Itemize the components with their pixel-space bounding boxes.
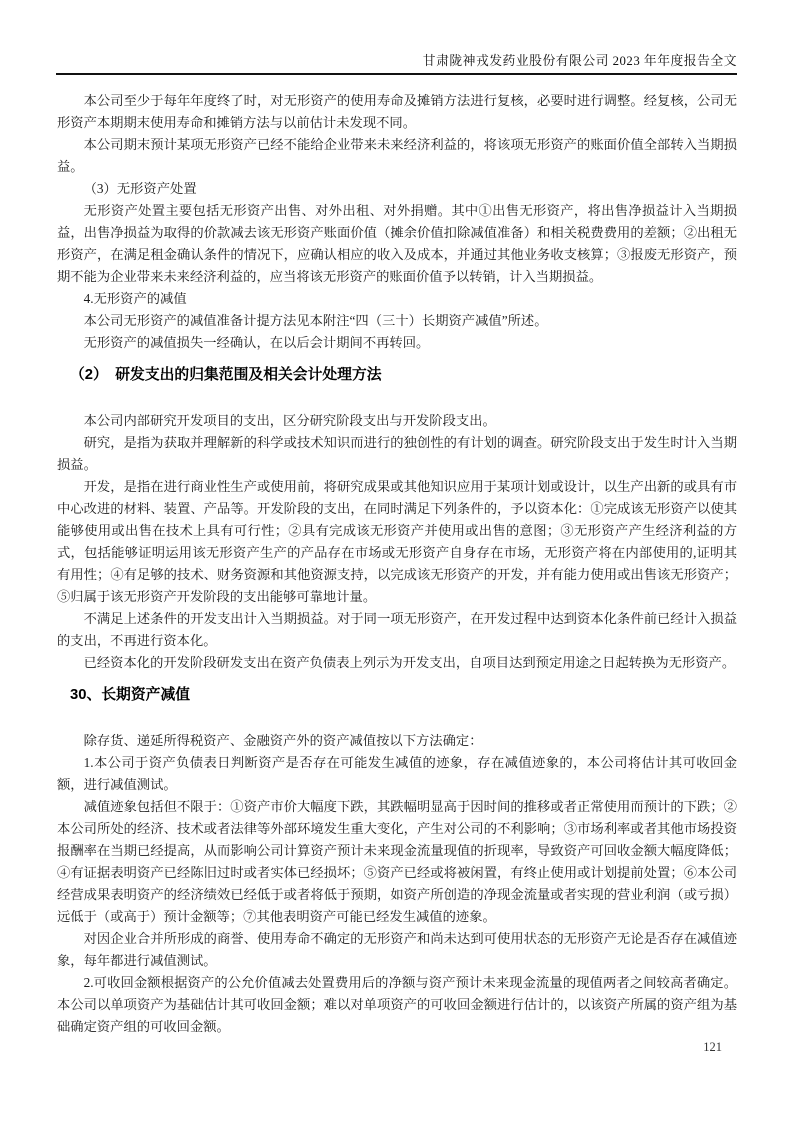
paragraph-capitalized-development: 已经资本化的开发阶段研发支出在资产负债表上列示为开发支出，自项目达到预定用途之日起转换为无形资产。 [83, 655, 736, 670]
section-heading-rd-expenditure: （2） 研发支出的归集范围及相关会计处理方法 [70, 367, 382, 383]
paragraph-impairment-no-reversal: 无形资产的减值损失一经确认，在以后会计期间不再转回。 [83, 335, 430, 350]
paragraph-balance-sheet-date-test: 1.本公司于资产负债表日判断资产是否存在可能发生减值的迹象，存在减值迹象的，本公司将估计其可收回金额，进行减值测试。 [57, 755, 737, 792]
paragraph-noncapitalized-development: 不满足上述条件的开发支出计入当期损益。对于同一项无形资产，在开发过程中达到资本化条件前已经计入损益的支出，不再进行资本化。 [57, 611, 737, 648]
paragraph-research-definition: 研究，是指为获取并理解新的科学或技术知识而进行的独创性的有计划的调查。研究阶段支出于发生时计入当期损益。 [57, 435, 737, 472]
paragraph-rd-split: 本公司内部研究开发项目的支出，区分研究阶段支出与开发阶段支出。 [83, 413, 496, 428]
paragraph-impairment-indicators: 减值迹象包括但不限于：①资产市价大幅度下跌，其跌幅明显高于因时间的推移或者正常使用而预计的下跌；②本公司所处的经济、技术或者法律等外部环境发生重大变化，产生对公司的不利影响；③市场利率或者其他市场投资报酬率在当期已经提高，从而影响公司计算资产预计未来现金流量现值的折现率，导致资产可回收金额大幅度降低；④有证据表明资产已经陈旧过时或者实体已经损坏；⑤资产已经或将被闲置，有终止使用或计划提前处置；⑥本公司经营成果表明资产的经济绩效已经低于或者将低于预期，如资产所创造的净现金流量或者实现的营业利润（或亏损）远低于（或高于）预计金额等；⑦其他表明资产可能已经发生减值的迹象。 [57, 799, 737, 924]
subheading-intangible-disposal: （3）无形资产处置 [83, 181, 197, 196]
paragraph-development-definition: 开发，是指在进行商业性生产或使用前，将研究成果或其他知识应用于某项计划或设计，以生产出新的或具有市中心改进的材料、装置、产品等。开发阶段的支出，在同时满足下列条件的，予以资本化：①完成该无形资产以使其能够使用或出售在技术上具有可行性；②具有完成该无形资产并使用或出售的意图；③无形资产产生经济利益的方式，包括能够证明运用该无形资产生产的产品存在市场或无形资产自身存在市场，无形资产将在内部使用的,证明其有用性；④有足够的技术、财务资源和其他资源支持，以完成该无形资产的开发，并有能力使用或出售该无形资产；⑤归属于该无形资产开发阶段的支出能够可靠地计量。 [57, 479, 737, 604]
subheading-intangible-impairment: 4.无形资产的减值 [83, 291, 187, 306]
document-body [57, 90, 737, 1038]
paragraph-amortization-review: 本公司至少于每年年度终了时，对无形资产的使用寿命及摊销方法进行复核，必要时进行调整。经复核，公司无形资产本期期末使用寿命和摊销方法与以前估计未发现不同。 [57, 93, 737, 130]
page-number: 121 [703, 1040, 722, 1054]
paragraph-recoverable-amount: 2.可收回金额根据资产的公允价值减去处置费用后的净额与资产预计未来现金流量的现值两者之间较高者确定。本公司以单项资产为基础估计其可收回金额；难以对单项资产的可收回金额进行估计的，以该资产所属的资产组为基础确定资产组的可收回金额。 [57, 975, 737, 1034]
paragraph-impairment-scope: 除存货、递延所得税资产、金融资产外的资产减值按以下方法确定： [83, 733, 483, 748]
paragraph-future-benefit-writeoff: 本公司期末预计某项无形资产已经不能给企业带来未来经济利益的，将该项无形资产的账面价值全部转入当期损益。 [57, 137, 737, 174]
section-heading-longterm-asset-impairment: 30、长期资产减值 [70, 687, 191, 703]
paragraph-intangible-disposal-detail: 无形资产处置主要包括无形资产出售、对外出租、对外捐赠。其中①出售无形资产，将出售净损益计入当期损益，出售净损益为取得的价款减去该无形资产账面价值（摊余价值扣除减值准备）和相关税费费用的差额；②出租无形资产，在满足租金确认条件的情况下，应确认相应的收入及成本，并通过其他业务收支核算；③报废无形资产，预期不能为企业带来未来经济利益的，应当将该无形资产的账面价值予以转销，计入当期损益。 [57, 203, 737, 284]
paragraph-goodwill-annual-test: 对因企业合并所形成的商誉、使用寿命不确定的无形资产和尚未达到可使用状态的无形资产无论是否存在减值迹象，每年都进行减值测试。 [57, 931, 737, 968]
page-header [56, 0, 737, 75]
paragraph-impairment-provision-method: 本公司无形资产的减值准备计提方法见本附注“四（三十）长期资产减值”所述。 [83, 313, 548, 328]
report-title: 甘肃陇神戎发药业股份有限公司 2023 年年度报告全文 [422, 54, 737, 68]
